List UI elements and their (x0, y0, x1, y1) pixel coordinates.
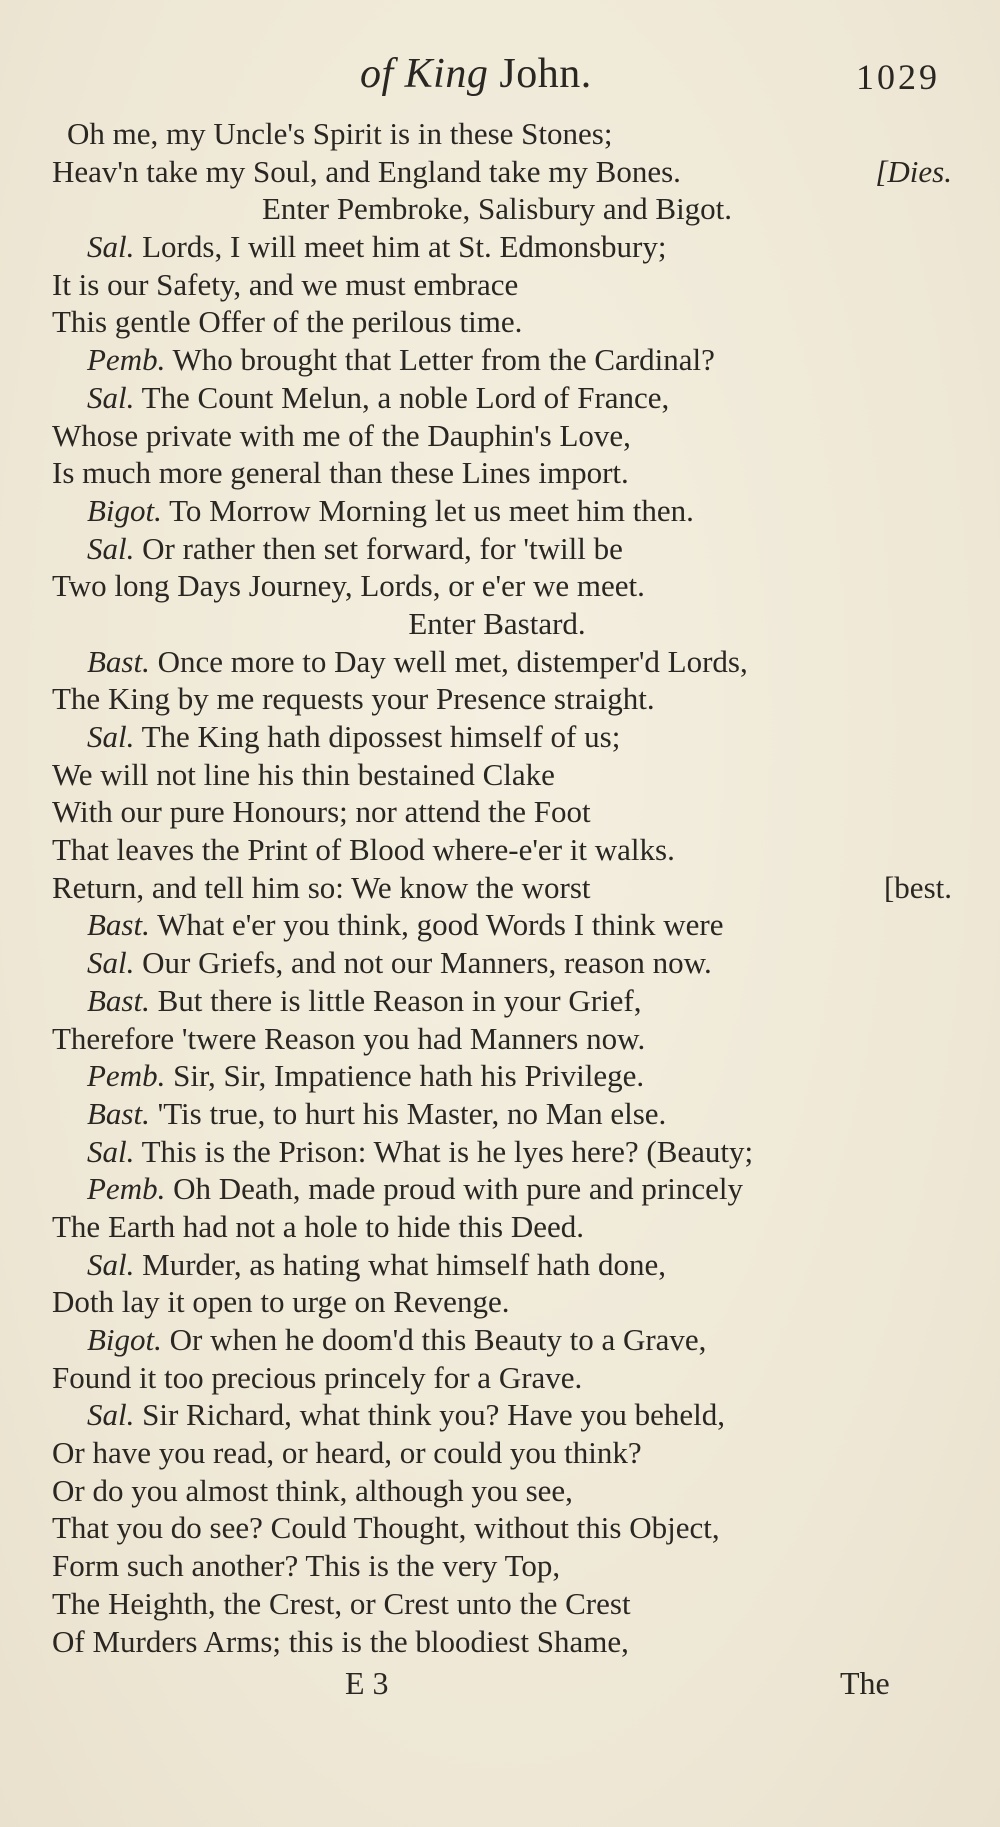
speaker-name: Sal. (87, 229, 135, 265)
verse-line (42, 1246, 952, 1284)
stage-direction (42, 190, 952, 228)
line-text: That leaves the Print of Blood where-e'er it walks. (52, 832, 675, 868)
title-name: John. (499, 51, 592, 97)
line-text: To Morrow Morning let us meet him then. (169, 492, 694, 528)
line-text: The Earth had not a hole to hide this Deed. (52, 1208, 585, 1244)
catchword: The (840, 1665, 890, 1701)
verse-line (42, 454, 952, 492)
line-text: The Count Melun, a noble Lord of France, (141, 379, 670, 415)
verse-line (42, 831, 952, 869)
verse-line (42, 869, 952, 907)
line-text: The King hath dipossest himself of us; (141, 719, 621, 754)
speaker-name: Bigot. (87, 492, 162, 528)
speaker-name: Pemb. (87, 342, 166, 378)
line-text: But there is little Reason in your Grief, (157, 982, 642, 1018)
verse-line (42, 643, 952, 681)
signature-mark: E 3 (345, 1665, 389, 1701)
line-text: Two long Days Journey, Lords, or e'er we meet. (52, 568, 645, 604)
verse-line (42, 567, 952, 605)
line-text: Return, and tell him so: We know the worst (52, 869, 591, 905)
speaker-name: Sal. (87, 719, 135, 754)
line-text: We will not line his thin bestained Clake (52, 756, 555, 792)
verse-line (42, 1020, 952, 1058)
speaker-name: Bast. (87, 643, 150, 679)
speaker-name: Bast. (87, 982, 150, 1018)
stage-direction (42, 605, 952, 643)
line-text: Heav'n take my Soul, and England take my Bones. (52, 153, 681, 189)
verse-line (42, 379, 952, 417)
line-text: Sir Richard, what think you? Have you beheld, (142, 1397, 725, 1433)
line-text: Or have you read, or heard, or could you think? (52, 1435, 642, 1471)
title-main: King (404, 51, 489, 97)
verse-line (42, 793, 952, 831)
line-text: Is much more general than these Lines import. (52, 455, 629, 491)
verse-line (42, 1170, 952, 1208)
line-text: Of Murders Arms; this is the bloodiest Shame, (52, 1623, 629, 1659)
speaker-name: Sal. (87, 1133, 135, 1169)
verse-line (42, 756, 952, 794)
speaker-name: Pemb. (87, 1171, 166, 1207)
verse-line (42, 228, 952, 266)
verse-line (42, 492, 952, 530)
speaker-name: Sal. (87, 379, 135, 415)
speaker-name: Sal. (87, 945, 135, 981)
speaker-name: Sal. (87, 1397, 135, 1433)
title-prefix: of (360, 51, 394, 97)
page-number: 1029 (856, 57, 940, 97)
speaker-name: Bigot. (87, 1322, 162, 1357)
verse-line (42, 1547, 952, 1585)
verse-line (42, 906, 952, 944)
verse-line (42, 530, 952, 568)
line-text: Who brought that Letter from the Cardinal? (172, 342, 715, 378)
line-text: Once more to Day well met, distemper'd Lords, (157, 643, 748, 679)
speaker-name: Sal. (87, 530, 135, 566)
verse-line (42, 1472, 952, 1510)
line-text: Murder, as hating what himself hath done, (142, 1246, 667, 1282)
verse-line (42, 680, 952, 718)
line-text: Our Griefs, and not our Manners, reason now. (142, 945, 712, 981)
line-text: Form such another? This is the very Top, (52, 1548, 561, 1584)
line-text: It is our Safety, and we must embrace (52, 266, 519, 302)
line-text: Doth lay it open to urge on Revenge. (52, 1284, 510, 1320)
verse-line (42, 1283, 952, 1321)
page-footer (0, 1665, 1000, 1725)
line-text: Enter Bastard. (408, 605, 586, 641)
line-text: Enter Pembroke, Salisbury and Bigot. (261, 191, 733, 227)
margin-note: [best. (883, 869, 952, 905)
verse-line (42, 1434, 952, 1472)
line-text: This gentle Offer of the perilous time. (52, 304, 523, 340)
verse-line (42, 153, 952, 191)
verse-line (42, 982, 952, 1020)
verse-line (42, 1623, 952, 1661)
verse-line (42, 1396, 952, 1434)
verse-line (42, 341, 952, 379)
verse-line (42, 944, 952, 982)
verse-line (42, 115, 952, 153)
line-text: Or when he doom'd this Beauty to a Grave, (169, 1322, 707, 1357)
verse-line (42, 1359, 952, 1397)
speaker-name: Sal. (87, 1246, 135, 1282)
line-text: With our pure Honours; nor attend the Foot (52, 794, 591, 830)
running-head (0, 50, 1000, 110)
line-text: 'Tis true, to hurt his Master, no Man else. (157, 1095, 667, 1131)
line-text: Oh me, my Uncle's Spirit is in these Stones; (67, 116, 613, 151)
line-text: Whose private with me of the Dauphin's Love, (52, 417, 631, 453)
line-text: This is the Prison: What is he lyes here? (Beauty; (141, 1133, 754, 1169)
verse-line (42, 1509, 952, 1547)
verse-line (42, 1057, 952, 1095)
verse-line (42, 1133, 952, 1171)
line-text: Lords, I will meet him at St. Edmonsbury; (142, 229, 667, 265)
line-text: What e'er you think, good Words I think were (157, 907, 724, 943)
speaker-name: Bast. (87, 1095, 150, 1131)
line-text: Or rather then set forward, for 'twill be (142, 530, 623, 566)
verse-line (42, 417, 952, 455)
verse-line (42, 1585, 952, 1623)
play-text (42, 115, 952, 1660)
verse-line (42, 1095, 952, 1133)
line-text: Therefore 'twere Reason you had Manners now. (52, 1020, 646, 1056)
line-text: Found it too precious princely for a Grave. (52, 1359, 583, 1395)
speaker-name: Bast. (87, 907, 150, 943)
speaker-name: Pemb. (87, 1058, 166, 1094)
line-text: Or do you almost think, although you see, (52, 1472, 573, 1508)
line-text: The Heighth, the Crest, or Crest unto the Crest (52, 1585, 631, 1621)
running-title (360, 50, 592, 98)
margin-note: [Dies. (875, 153, 952, 189)
line-text: Oh Death, made proud with pure and princely (173, 1171, 743, 1207)
verse-line (42, 718, 952, 756)
verse-line (42, 303, 952, 341)
line-text: The King by me requests your Presence straight. (52, 681, 655, 717)
verse-line (42, 266, 952, 304)
verse-line (42, 1321, 952, 1359)
line-text: That you do see? Could Thought, without this Object, (52, 1510, 720, 1546)
line-text: Sir, Sir, Impatience hath his Privilege. (173, 1058, 645, 1094)
verse-line (42, 1208, 952, 1246)
